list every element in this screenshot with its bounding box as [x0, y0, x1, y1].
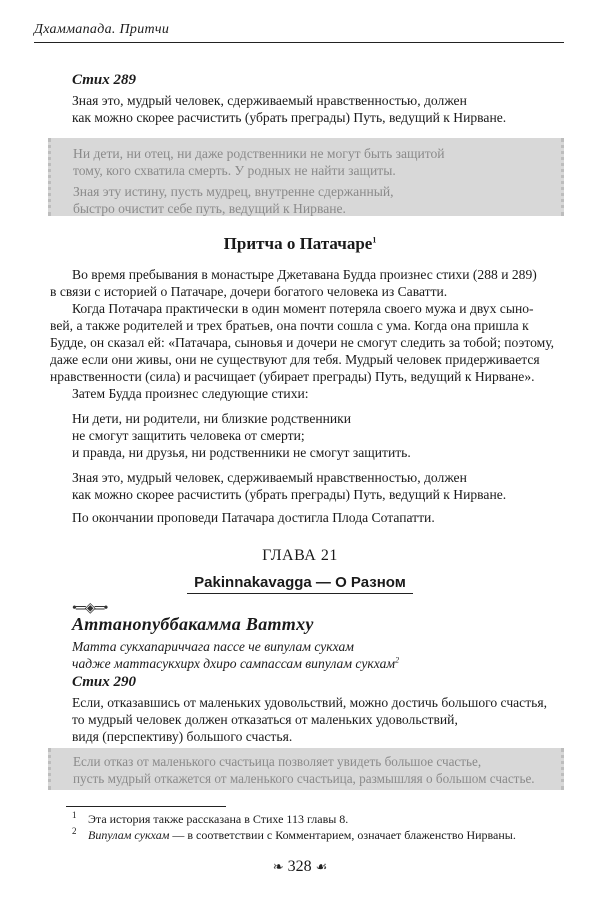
footnote-1: 1 Эта история также рассказана в Стихе 113 главы 8. — [72, 810, 349, 826]
parable-title-text: Притча о Патачаре — [223, 234, 373, 253]
verse-290-line-1: Если, отказавшись от маленьких удовольствий, можно достичь большого счастья, — [72, 695, 548, 710]
chapter-label: ГЛАВА 21 — [262, 547, 338, 564]
commentary-box-2 — [48, 748, 564, 790]
parable-p2-line-5: нравственности (сила) и расчищает (убирает преграды) Путь, ведущий к Нирване». — [50, 369, 535, 384]
parable-p1-line-2: в связи с историей о Патачаре, дочери богатого человека из Саватти. — [50, 284, 448, 299]
pali-footnote-mark: 2 — [395, 655, 400, 665]
verse-289-line-1: Зная это, мудрый человек, сдерживаемый нравственностью, должен — [72, 93, 467, 108]
page-ornament-right-icon: ☙ — [315, 859, 328, 874]
verse-290-line-2: то мудрый человек должен отказаться от маленьких удовольствий, — [72, 712, 458, 727]
parable-verse-b-line-2: как можно скорее расчистить (убрать преграды) Путь, ведущий к Нирване. — [72, 487, 507, 502]
page-number-row — [0, 858, 600, 876]
parable-title — [0, 234, 600, 254]
pali-line-2 — [72, 655, 399, 672]
pali-line-2-text: чадже маттасукхирх дхиро сампассам випулам сукхам — [72, 656, 396, 671]
pali-line-1: Матта сукхапариччага пассе че випулам сукхам — [72, 639, 354, 654]
box-1-line-4: быстро очистит себе путь, ведущий к Нирване. — [73, 201, 346, 216]
page-number: 328 — [287, 858, 312, 875]
parable-p2-line-3: Будде, он сказал ей: «Патачара, сыновья и дочери не смогут следить за тобой; поэтому, — [50, 335, 555, 350]
running-header: Дхаммапада. Притчи — [34, 22, 564, 43]
box-1-line-2: тому, кого схватила смерть. У родных не найти защиты. — [73, 163, 396, 178]
parable-title-footnote-mark: 1 — [372, 235, 377, 245]
parable-p2-line-4: даже если они живы, они не существуют для тебя. Мудрый человек придерживается — [50, 352, 540, 367]
verse-289-title: Стих 289 — [72, 72, 136, 88]
verse-290-line-3: видя (перспективу) большого счастья. — [72, 729, 293, 744]
parable-verse-b-line-1: Зная это, мудрый человек, сдерживаемый нравственностью, должен — [72, 470, 467, 485]
box-1-line-3: Зная эту истину, пусть мудрец, внутренне сдержанный, — [73, 184, 394, 199]
box-2-line-2: пусть мудрый откажется от маленького счастьица, размышляя о большом счастье. — [73, 771, 535, 786]
chapter-subtitle: Pakinnakavagga — О Разном — [187, 574, 413, 594]
page-ornament-left-icon: ❧ — [272, 859, 284, 874]
box-1-line-1: Ни дети, ни отец, ни даже родственники не могут быть защитой — [73, 146, 445, 161]
verse-290-title: Стих 290 — [72, 674, 136, 690]
footnote-2-italic-lead: Випулам сукхам — [88, 828, 170, 842]
box-2-line-1: Если отказ от маленького счастьица позволяет увидеть большое счастье, — [73, 754, 482, 769]
parable-verse-a-line-2: не смогут защитить человека от смерти; — [72, 428, 305, 443]
parable-p2-line-1: Когда Потачара практически в один момент потеряла своего мужа и двух сыно- — [72, 301, 534, 316]
footnote-rule — [66, 806, 226, 807]
footnote-2-text: — в соответствии с Комментарием, означает блаженство Нирваны. — [169, 828, 516, 842]
parable-verse-a-line-1: Ни дети, ни родители, ни близкие родственники — [72, 411, 352, 426]
footnote-2: 2 Випулам сукхам — в соответствии с Комментарием, означает блаженство Нирваны. — [72, 826, 516, 842]
footnote-1-text: Эта история также рассказана в Стихе 113 главы 8. — [88, 812, 349, 826]
parable-p4: По окончании проповеди Патачара достигла Плода Сотапатти. — [72, 510, 435, 525]
parable-p3: Затем Будда произнес следующие стихи: — [72, 386, 309, 401]
parable-p1-line-1: Во время пребывания в монастыре Джетавана Будда произнес стихи (288 и 289) — [72, 267, 537, 282]
section-ornament-icon: •═◈═• — [72, 601, 108, 616]
commentary-box-1 — [48, 138, 564, 216]
parable-verse-a-line-3: и правда, ни друзья, ни родственники не смогут защитить. — [72, 445, 411, 460]
story-title: Аттанопуббакамма Ваттху — [72, 614, 314, 634]
verse-289-line-2: как можно скорее расчистить (убрать преграды) Путь, ведущий к Нирване. — [72, 110, 507, 125]
parable-p2-line-2: вей, а также родителей и трех братьев, она почти сошла с ума. Когда она пришла к — [50, 318, 529, 333]
